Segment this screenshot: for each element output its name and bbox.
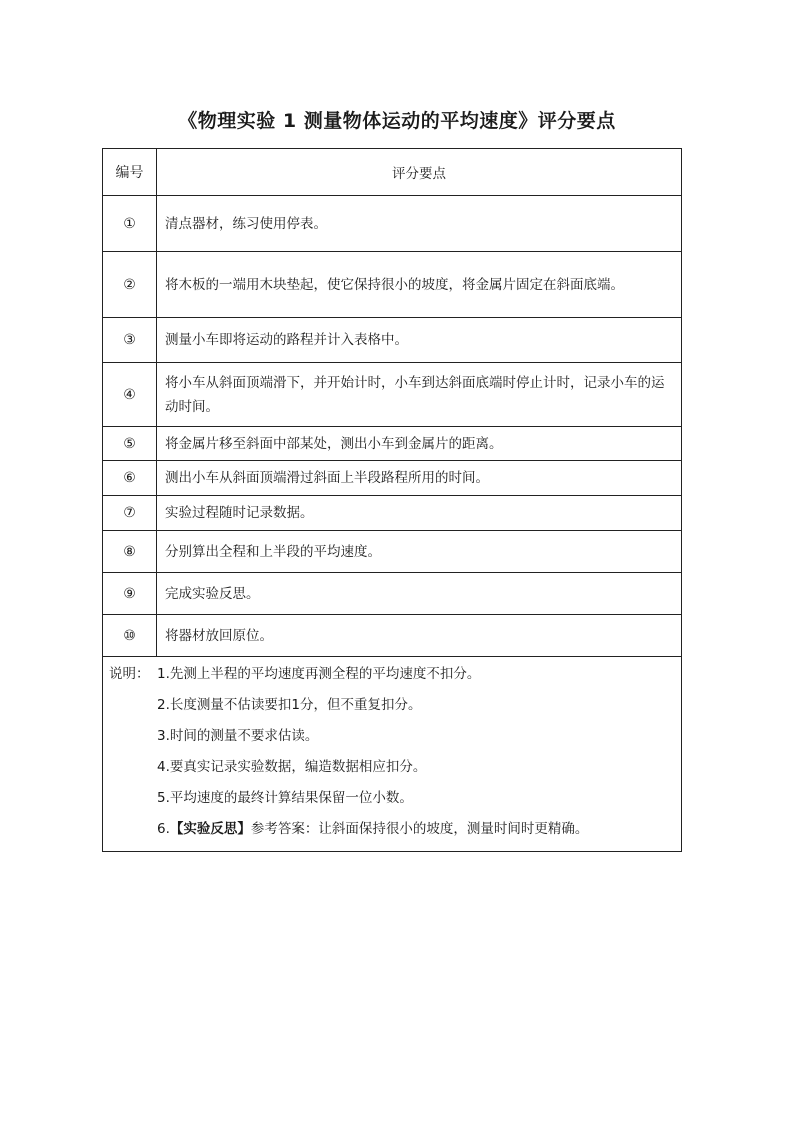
row-text: 完成实验反思。	[157, 573, 682, 615]
note-answer: 参考答案：让斜面保持很小的坡度，测量时间时更精确。	[250, 821, 589, 837]
row-number: ①	[103, 196, 157, 252]
note-item-last	[109, 814, 675, 845]
note-item: 3.时间的测量不要求估读。	[157, 728, 319, 744]
table-row	[103, 363, 682, 427]
row-number: ⑨	[103, 573, 157, 615]
row-text: 分别算出全程和上半段的平均速度。	[157, 531, 682, 573]
table-header-row	[103, 149, 682, 196]
row-number: ④	[103, 363, 157, 427]
table-row	[103, 461, 682, 496]
row-text: 将木板的一端用木块垫起，使它保持很小的坡度，将金属片固定在斜面底端。	[157, 252, 682, 318]
header-scoring-point: 评分要点	[157, 149, 682, 196]
row-number: ⑩	[103, 615, 157, 657]
page-title: 《物理实验 1 测量物体运动的平均速度》评分要点	[178, 110, 616, 132]
row-text: 测量小车即将运动的路程并计入表格中。	[157, 318, 682, 363]
note-prefix: 6.	[157, 821, 170, 837]
row-number: ⑦	[103, 496, 157, 531]
row-number: ⑥	[103, 461, 157, 496]
row-number: ⑧	[103, 531, 157, 573]
notes-row	[103, 657, 682, 852]
row-text: 清点器材，练习使用停表。	[157, 196, 682, 252]
table-row	[103, 531, 682, 573]
table-row	[103, 496, 682, 531]
note-item: 4.要真实记录实验数据，编造数据相应扣分。	[157, 759, 427, 775]
note-bold-heading: 【实验反思】	[169, 821, 251, 837]
notes-label: 说明：	[109, 666, 150, 682]
note-item: 5.平均速度的最终计算结果保留一位小数。	[157, 790, 413, 806]
row-number: ⑤	[103, 427, 157, 461]
row-text: 测出小车从斜面顶端滑过斜面上半段路程所用的时间。	[157, 461, 682, 496]
table-row	[103, 252, 682, 318]
row-number: ③	[103, 318, 157, 363]
table-row	[103, 427, 682, 461]
notes-cell	[103, 657, 682, 852]
table-row	[103, 318, 682, 363]
note-item: 2.长度测量不估读要扣1分，但不重复扣分。	[157, 697, 422, 713]
note-text: 1.先测上半程的平均速度再测全程的平均速度不扣分。	[157, 666, 481, 682]
table-row	[103, 573, 682, 615]
header-number: 编号	[103, 149, 157, 196]
row-text: 将小车从斜面顶端滑下，并开始计时，小车到达斜面底端时停止计时，记录小车的运动时间。	[157, 363, 682, 427]
scoring-table	[102, 148, 682, 852]
row-text: 实验过程随时记录数据。	[157, 496, 682, 531]
row-text: 将器材放回原位。	[157, 615, 682, 657]
table-row	[103, 196, 682, 252]
table-row	[103, 615, 682, 657]
note-item	[109, 659, 675, 690]
row-text: 将金属片移至斜面中部某处，测出小车到金属片的距离。	[157, 427, 682, 461]
row-number: ②	[103, 252, 157, 318]
